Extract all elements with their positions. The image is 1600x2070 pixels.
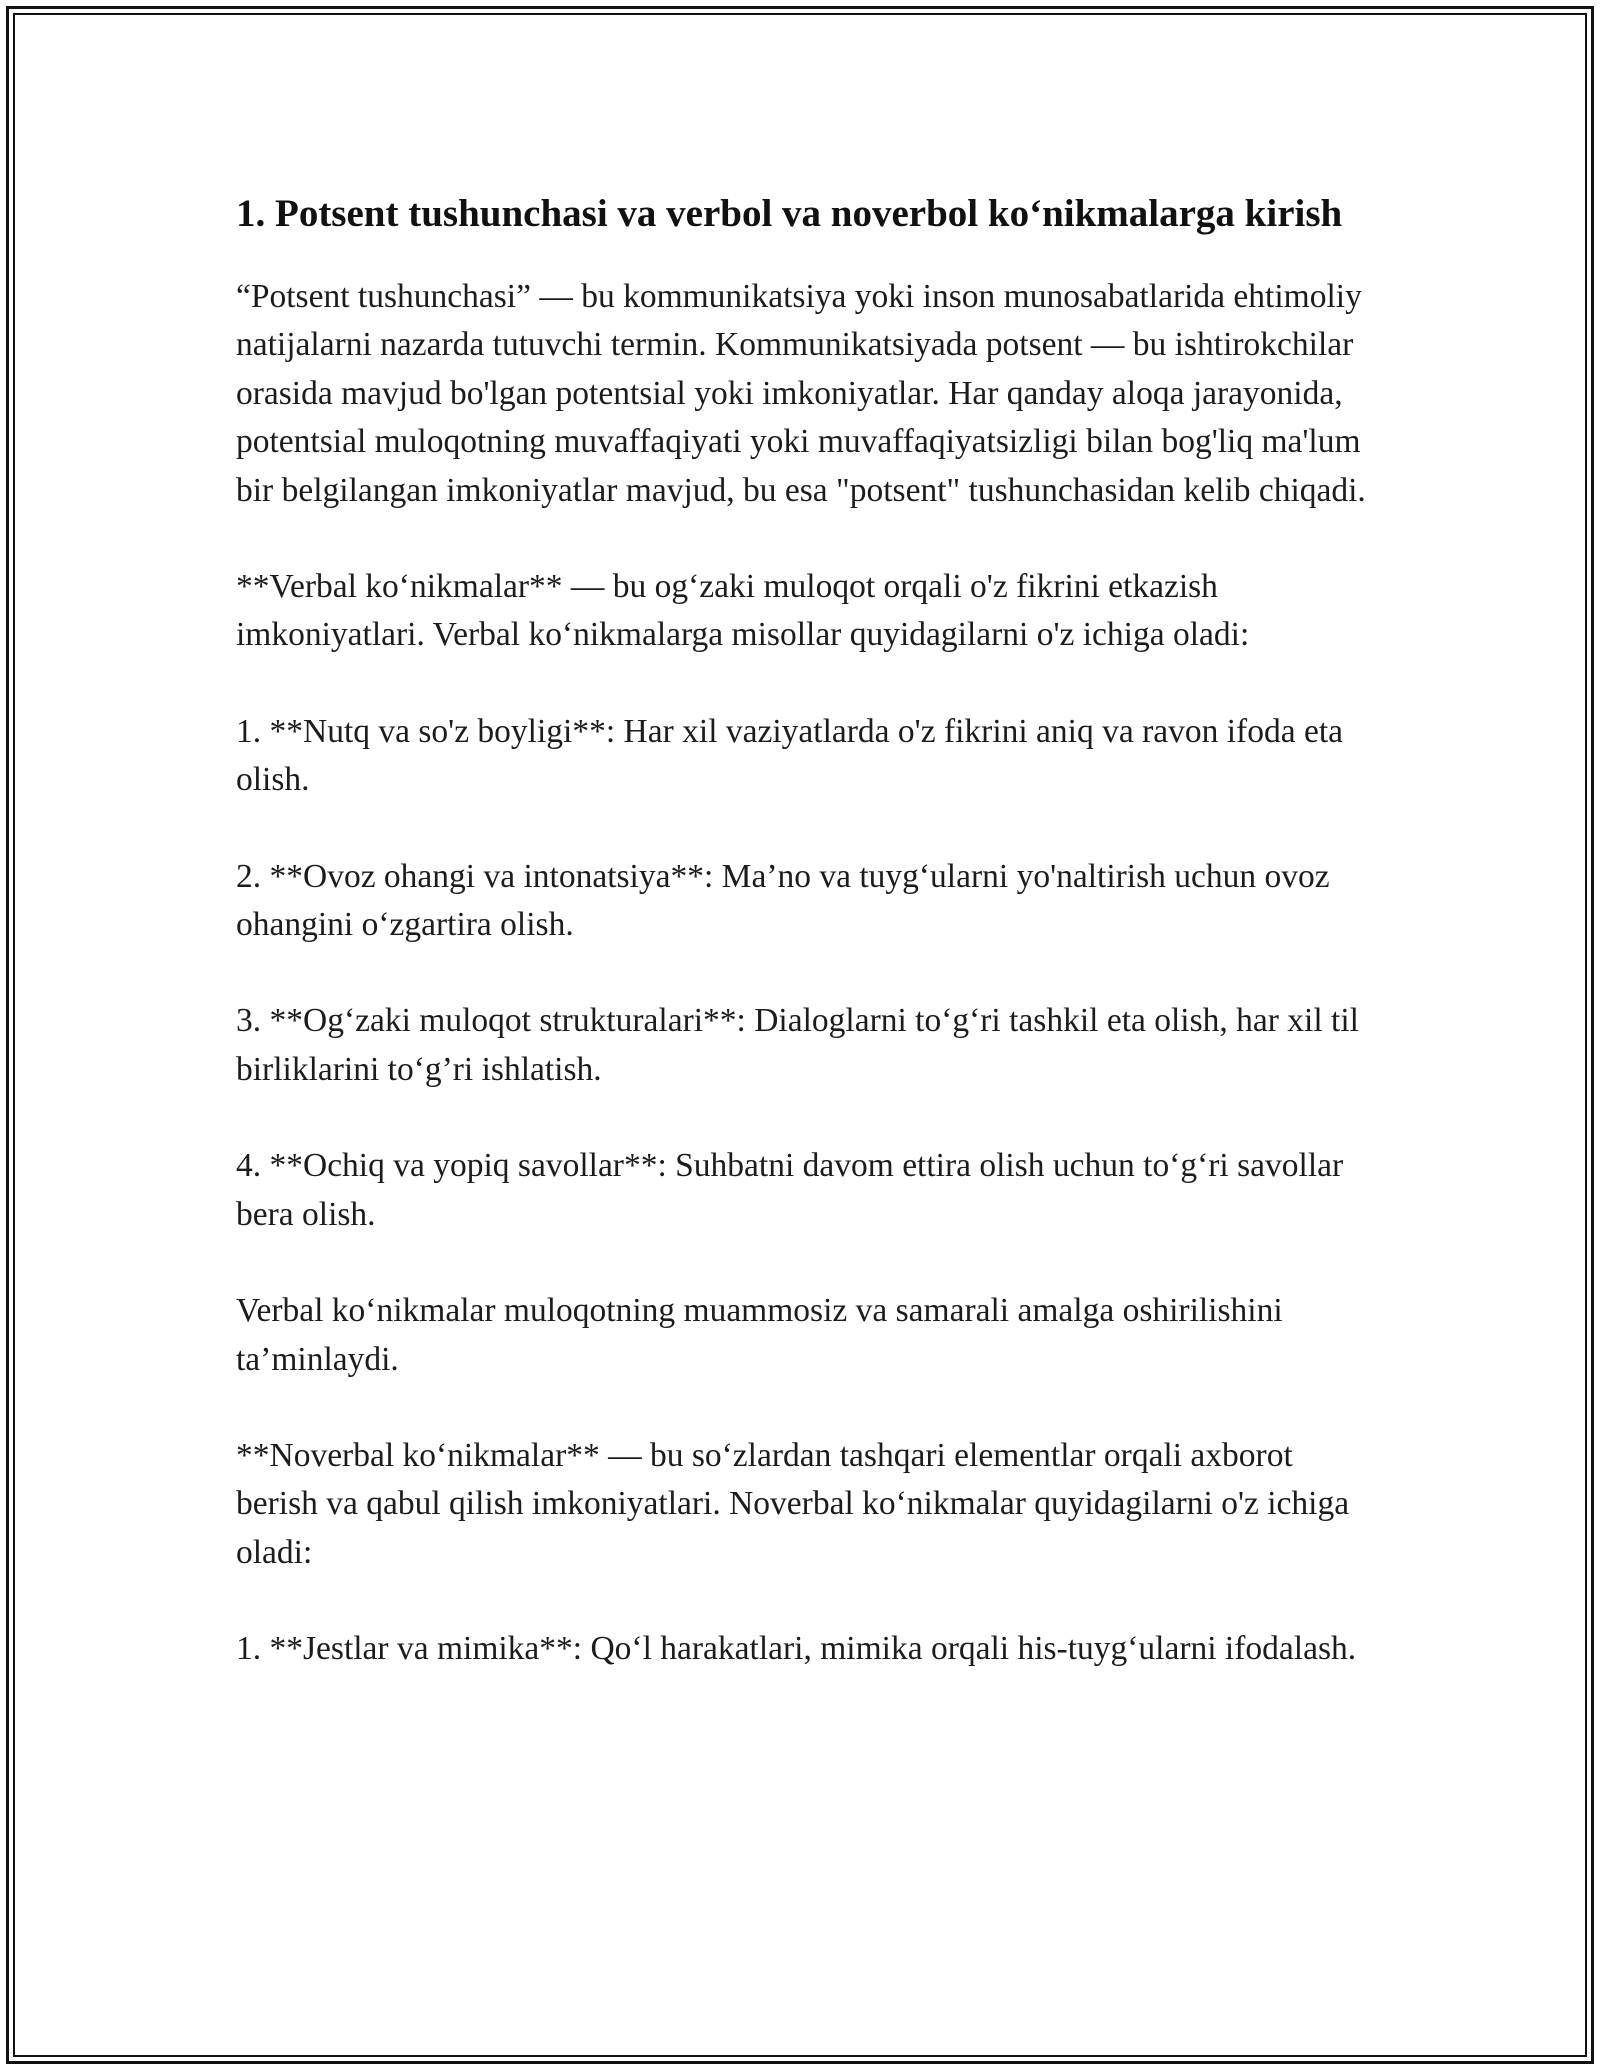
page-title: 1. Potsent tushunchasi va verbol va noverbol ko‘nikmalarga kirish xyxy=(236,192,1343,235)
list-item-ogzaki: 3. **Og‘zaki muloqot strukturalari**: Dialoglarni to‘g‘ri tashkil eta olish, har xil til birliklarini to‘g’ri ishlatish. xyxy=(236,1002,1359,1088)
list-item-nutq: 1. **Nutq va so'z boyligi**: Har xil vaziyatlarda o'z fikrini aniq va ravon ifoda eta olish. xyxy=(236,712,1344,799)
paragraph-verbal-intro: **Verbal ko‘nikmalar** — bu og‘zaki muloqot orqali o'z fikrini etkazish imkoniyatlari. Verbal ko‘nikmalarga misollar quyidagilarni o'z ichiga oladi: xyxy=(236,568,1250,654)
paragraph-verbal-summary: Verbal ko‘nikmalar muloqotning muammosiz va samarali amalga oshirilishini ta’minlaydi. xyxy=(236,1292,1283,1378)
list-item-ovoz: 2. **Ovoz ohangi va intonatsiya**: Ma’no va tuyg‘ularni yo'naltirish uchun ovoz ohangini o‘zgartira olish. xyxy=(236,857,1330,944)
paragraph-potsent-definition: “Potsent tushunchasi” — bu kommunikatsiya yoki inson munosabatlarida ehtimoliy natijalarni nazarda tutuvchi termin. Kommunikatsiyada potsent — bu ishtirokchilar orasida mavjud bo'lgan potentsial yoki imkoniyatlar. Har qanday aloqa jarayonida, potentsial muloqotning muvaffaqiyati yoki muvaffaqiyatsizligi bilan bog'liq ma'lum bir belgilangan imkoniyatlar mavjud, bu esa "potsent" tushunchasidan kelib chiqadi. xyxy=(236,278,1366,509)
list-item-jestlar: 1. **Jestlar va mimika**: Qo‘l harakatlari, mimika orqali his-tuyg‘ularni ifodalash. xyxy=(236,1630,1357,1668)
paragraph-noverbal-intro: **Noverbal ko‘nikmalar** — bu so‘zlardan tashqari elementlar orqali axborot berish va qabul qilish imkoniyatlari. Noverbal ko‘nikmalar quyidagilarni o'z ichiga oladi: xyxy=(236,1436,1350,1571)
list-item-savollar: 4. **Ochiq va yopiq savollar**: Suhbatni davom ettira olish uchun to‘g‘ri savollar bera olish. xyxy=(236,1147,1344,1233)
document-body xyxy=(236,186,1366,1722)
